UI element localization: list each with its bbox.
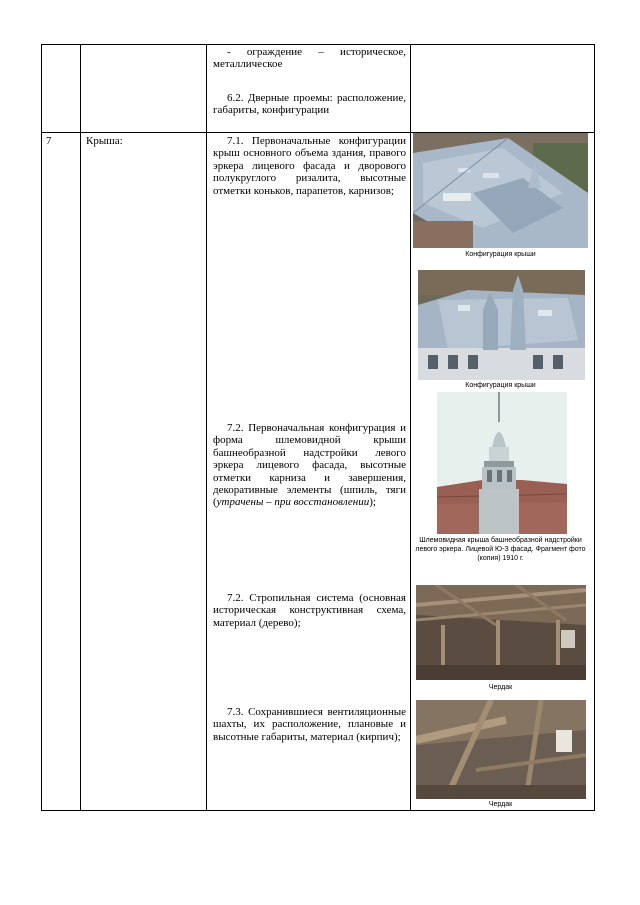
helmet-note: утрачены – при восстановлении: [216, 496, 370, 509]
roof-photo-2-caption: Конфигурация крыши: [465, 382, 536, 389]
roof-photo-2: [418, 270, 585, 380]
roof-photo-1: [413, 133, 588, 248]
column-border-2: [80, 44, 81, 811]
helmet-end: );: [369, 496, 376, 509]
column-border-3: [206, 44, 207, 811]
roof-item-7-2-rafters: 7.2. Стропильная система (основная историческая конструктивная схема, материал (дерево);: [213, 592, 406, 629]
attic-photo-1: [416, 585, 586, 680]
table-top-border: [41, 44, 595, 45]
attic-photo-1-caption: Чердак: [488, 684, 513, 691]
attic-photo-2-caption: Чердак: [488, 801, 513, 808]
roof-item-7-2-helmet: [213, 422, 406, 509]
column-border-4: [410, 44, 411, 811]
attic-photo-2: [416, 700, 586, 799]
helmet-roof-photo: [437, 392, 567, 534]
fence-item: - ограждение – историческое, металлическое: [213, 46, 406, 71]
helmet-roof-caption: Шлемовидная крыша башнеобразной надстройки левого эркера. Лицевой Ю-З фасад. Фрагмент фото (копия) 1910 г.: [415, 537, 586, 562]
table-bottom-border: [41, 810, 595, 811]
column-border-1: [41, 44, 42, 811]
roof-item-7-1: 7.1. Первоначальные конфигурации крыш основного объема здания, правого эркера лицевого фасада и дворового полукруглого ризалита, высотные отметки коньков, парапетов, карнизов;: [213, 135, 406, 197]
helmet-text: 7.2. Первоначальная конфигурация и форма шлемовидной крыши башнеобразной надстройки левого эркера лицевого фасада, высотные отметки карниза и завершения, декоративные элементы (шпиль, тяги (: [213, 422, 406, 509]
row-number: 7: [46, 135, 52, 147]
door-openings-item: 6.2. Дверные проемы: расположение, габариты, конфигурации: [213, 92, 406, 117]
roof-photo-1-caption: Конфигурация крыши: [465, 251, 536, 258]
row-title: Крыша:: [86, 135, 123, 147]
roof-item-7-3-vents: 7.3. Сохранившиеся вентиляционные шахты, их расположение, плановые и высотные габариты, материал (кирпич);: [213, 706, 406, 743]
column-border-5: [594, 44, 595, 811]
